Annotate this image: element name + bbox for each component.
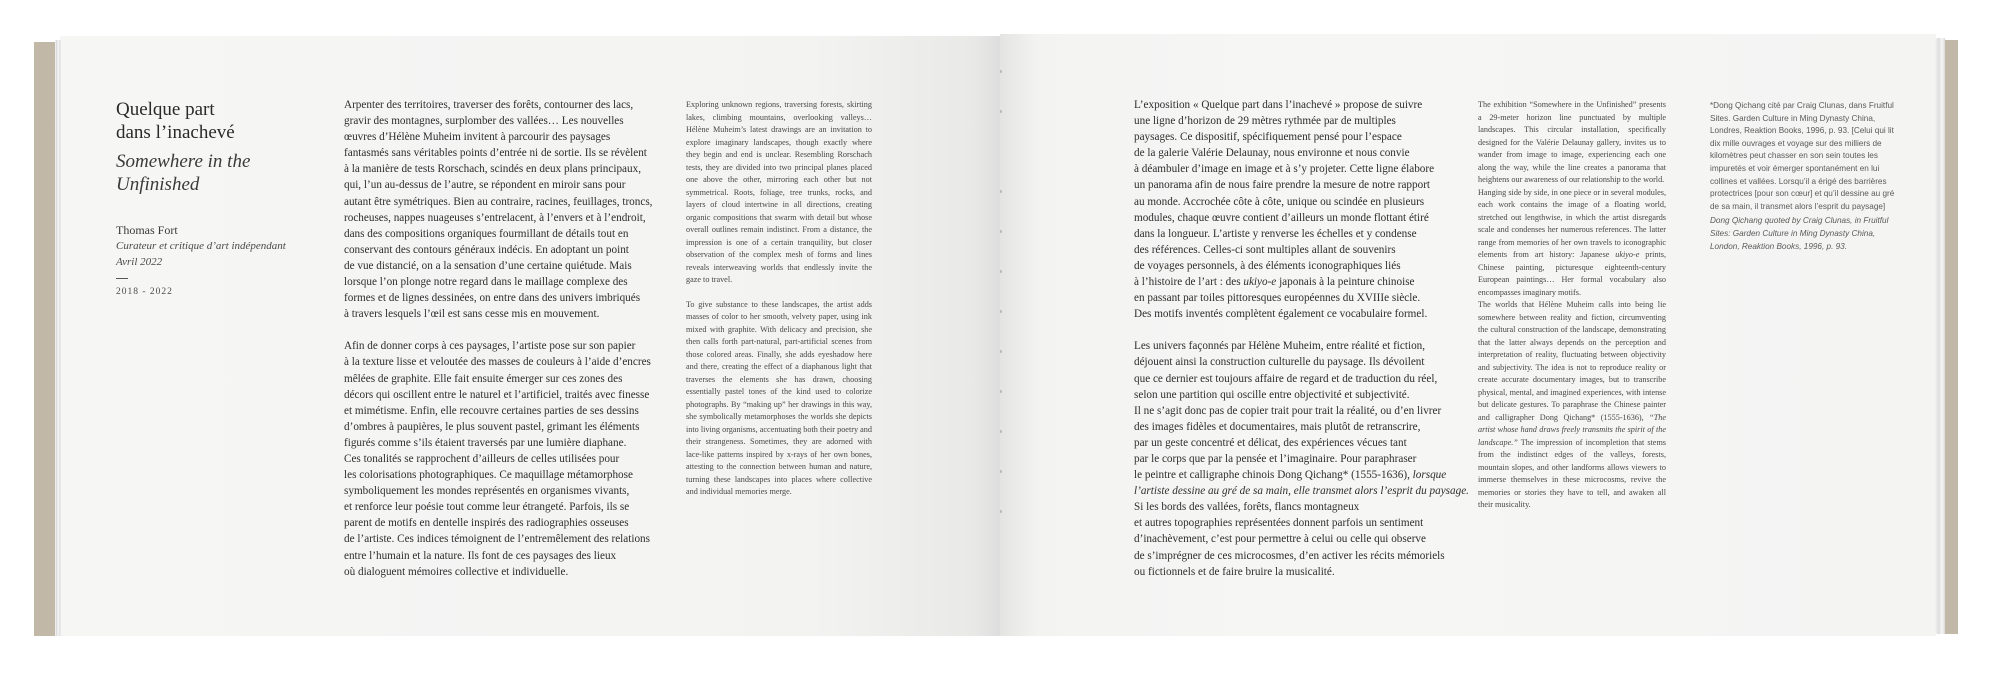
paragraph (1134, 338, 1474, 579)
footnote-french: *Dong Qichang cité par Craig Clunas, dans Fruitful Sites. Garden Culture in Ming Dynasty China, Londres, Reaktion Books, 1996, p. 93. [Celui qui lit dix mille ouvrages et voyage sur des milliers de kilomètres peut chasser en son sein toutes les impuretés et voir émerger spontanément en lui collines et vallées. Lorsqu’il a érigé des barrières protectrices [pour son cœur] et qu’il dessine au gré de sa main, il transmet alors l’esprit du paysage] (1710, 101, 1895, 211)
text-line: où dialoguent mémoires collective et individuelle. (344, 565, 569, 578)
text-line: par le corps que par la pensée et l’imaginaire. Pour paraphraser (1134, 452, 1417, 465)
binding-stitches (1000, 60, 1004, 620)
text-line: Si les bords des vallées, forêts, flancs montagneux (1134, 501, 1360, 514)
text-line: conservant des contours généraux indécis. En adoptant un point (344, 243, 629, 256)
left-french-column (344, 97, 674, 596)
text-line: de l’artiste. Ces indices témoignent de l’entremêlement des relations (344, 533, 651, 546)
right-english-column (1478, 99, 1666, 512)
text-line: à la texture lisse et veloutée des masses de couleurs à l’aide d’encres (344, 356, 651, 369)
separator-dash (116, 278, 128, 279)
text-line: qui, l’un au-dessus de l’autre, se répondent en miroir sans pour (344, 179, 626, 192)
paragraph: Hanging side by side, in one piece or in several modules, each work contains the image of a floating world, stretched out lengthwise, in which the artist disregards scale and condenses her numerous references. The latter range from memories of her own travels to iconographic elements from art history: Japanese ukiyo-e prints, Chinese painting, picturesque eighteenth-century European paintings… Her formal vocabulary also encompasses imaginary motifs. (1478, 187, 1666, 297)
text-line: Arpenter des territoires, traverser des forêts, contourner des lacs, (344, 99, 634, 111)
text-line: autant être symétriques. Bien au contraire, racines, feuillages, troncs, (344, 195, 653, 208)
text-line: gravir des montagnes, surplomber des vallées… Les nouvelles (344, 115, 624, 128)
text-line: à la manière de tests Rorschach, scindés en deux plans principaux, (344, 163, 641, 176)
text-line: et renforce leur poésie tout comme leur étrangeté. Parfois, ils se (344, 501, 630, 514)
text-line: paysages. Ce dispositif, spécifiquement pensé pour l’espace (1134, 131, 1402, 144)
text-line: d’inachèvement, c’est pour permettre à celui ou celle qui observe (1134, 533, 1426, 546)
text-line: par un geste concentré et délicat, des expériences vécues tant (1134, 436, 1407, 449)
author-block (116, 222, 346, 297)
text-line: décors qui oscillent entre le naturel et l’artificiel, traités avec finesse (344, 388, 650, 401)
left-english-column (686, 99, 872, 511)
text-line: l’artiste dessine au gré de sa main, elle transmet alors l’esprit du paysage. (1134, 485, 1469, 498)
text-line: parent de motifs en dentelle inspirés des radiographies osseuses (344, 517, 629, 530)
text-line: le peintre et calligraphe chinois Dong Qichang* (1555-1636), lorsque (1134, 469, 1447, 482)
text-line: au monde. Accrochée côte à côte, unique ou scindée en plusieurs (1134, 195, 1425, 208)
text-line: dans des compositions organiques fourmillant de détails tout en (344, 227, 629, 240)
paragraph: To give substance to these landscapes, the artist adds masses of color to her smooth, velvety paper, using ink mixed with graphite. With delicacy and precision, she then calls forth part-natural, part-artificial scenes from those colored areas. Finally, she adds eyeshadow here and there, creating the effect of a diaphanous light that traverses the elements she has drawn, choosing essentially pastel tones of the kind used to colorize photographs. By “making up” her drawings in this way, she symbolically metamorphoses the worlds she depicts into living organisms, accentuating both their poetry and their strangeness. Sometimes, they are adorned with lace-like patterns inspired by x-rays of her own bones, attesting to the connection between human and nature, turning these landscapes into places where collective and individual memories merge. (686, 299, 872, 496)
text-line: mêlées de graphite. Elle fait ensuite émerger sur ces zones des (344, 372, 623, 385)
page-stack-right (1935, 38, 1945, 634)
title-english: Somewhere in the Unfinished (116, 151, 251, 195)
text-line: dans la longueur. L’artiste y renverse les échelles et y condense (1134, 227, 1417, 240)
text-line: figurés comme s’ils étaient traversés par une lumière diaphane. (344, 436, 627, 449)
text-line: entre l’humain et la nature. Ils font de ces paysages des lieux (344, 549, 617, 562)
title-french: Quelque part dans l’inachevé (116, 99, 235, 143)
author-date: Avril 2022 (116, 256, 163, 268)
paragraph (344, 97, 674, 322)
paragraph: Exploring unknown regions, traversing forests, skirting lakes, climbing mountains, overlooking valleys… Hélène Muheim’s latest drawings are an invitation to explore imaginary landscapes, though exactly where they begin and end is unclear. Resembling Rorschach tests, they are divided into two principal planes placed one above the other, mirroring each other but not symmetrical. Roots, foliage, tree trunks, rocks, and layers of cloud intertwine in all directions, creating organic compositions that swarm with detail but whose overall outlines remain indistinct. From a distance, the impression is one of a certain tranquility, but closer observation of the complex mesh of forms and lines reveals interweaving worlds that endlessly invite the gaze to travel. (686, 100, 872, 284)
text-line: fantasmés sans véritables points d’entrée ni de sortie. Ils se révèlent (344, 147, 647, 160)
text-line: selon une partition qui oscille entre objectivité et subjectivité. (1134, 388, 1410, 401)
text-line: et mimétisme. Enfin, elle recouvre certaines parties de ses dessins (344, 404, 639, 417)
text-line: de la galerie Valérie Delaunay, nous environne et nous convie (1134, 147, 1410, 160)
text-line: Il ne s’agit donc pas de copier trait pour trait la réalité, ou d’en livrer (1134, 404, 1442, 417)
paragraph (344, 338, 674, 579)
text-line: des références. Celles-ci sont multiples allant de souvenirs (1134, 243, 1396, 256)
text-line: déjouent ainsi la construction culturelle du paysage. Ils dévoilent (1134, 356, 1425, 369)
text-line: œuvres d’Hélène Muheim invitent à parcourir des paysages (344, 131, 611, 144)
text-line: de vue distancié, on a la sensation d’une certaine quiétude. Mais (344, 259, 632, 272)
text-line: les colorisations photographiques. Ce maquillage métamorphose (344, 469, 633, 482)
paragraph (1134, 97, 1474, 322)
text-line: en passant par toiles pittoresques européennes du XVIIIe siècle. (1134, 292, 1421, 305)
text-line: d’ombres à paupières, le plus souvent pastel, grimant les éléments (344, 420, 640, 433)
year-range: 2018 - 2022 (116, 287, 173, 297)
book-cover-left-edge (34, 42, 56, 636)
paragraph: The exhibition “Somewhere in the Unfinished” presents a 29-meter horizon line punctuated by multiple landscapes. This circular installation, specifically designed for the Valérie Delaunay gallery, invites us to wander from image to image, experiencing each one along the way, while the line creates a panorama that heightens our awareness of our relationship to the world. (1478, 100, 1666, 184)
text-line: symboliquement les mondes représentés en organismes vivants, (344, 485, 630, 498)
text-line: Ces tonalités se rapprochent d’ailleurs de celles utilisées pour (344, 452, 620, 465)
text-line: un panorama afin de nous faire prendre la mesure de notre rapport (1134, 179, 1431, 192)
text-line: modules, chaque œuvre contient d’ailleurs un monde flottant étiré (1134, 211, 1429, 224)
title-block (116, 98, 346, 196)
text-line: lorsque l’on plonge notre regard dans le maillage complexe des (344, 276, 628, 289)
footnote-english: Dong Qichang quoted by Craig Clunas, in Fruitful Sites: Garden Culture in Ming Dynasty China, London, Reaktion Books, 1996, p. 93. (1710, 216, 1889, 251)
text-line: de s’imprégner de ces microcosmes, d’en activer les récits mémoriels (1134, 549, 1445, 562)
footnote (1710, 100, 1905, 255)
text-line: L’exposition « Quelque part dans l’inachevé » propose de suivre (1134, 99, 1423, 111)
text-line: de voyages personnels, à des éléments iconographiques liés (1134, 259, 1401, 272)
text-line: à l’histoire de l’art : des ukiyo-e japonais à la peinture chinoise (1134, 276, 1415, 289)
page-stack-left (55, 40, 61, 636)
author-role: Curateur et critique d’art indépendant (116, 240, 286, 252)
text-line: Des motifs inventés complètent également ce vocabulaire formel. (1134, 308, 1428, 321)
author-name: Thomas Fort (116, 223, 178, 237)
text-line: ou fictionnels et de faire bruire la musicalité. (1134, 565, 1335, 578)
text-line: Les univers façonnés par Hélène Muheim, entre réalité et fiction, (1134, 340, 1426, 353)
text-line: à déambuler d’image en image et à s’y projeter. Cette ligne élabore (1134, 163, 1435, 176)
text-line: une ligne d’horizon de 29 mètres rythmée par de multiples (1134, 115, 1396, 128)
text-line: Afin de donner corps à ces paysages, l’artiste pose sur son papier (344, 340, 636, 353)
book-cover-right-edge (1944, 40, 1958, 634)
text-line: que ce dernier est toujours affaire de regard et de traduction du réel, (1134, 372, 1438, 385)
text-line: des images fidèles et documentaires, mais plutôt de retranscrire, (1134, 420, 1421, 433)
text-line: formes et de lignes dessinées, on entre dans des univers imbriqués (344, 292, 641, 305)
text-line: et autres topographies représentées donnent parfois un sentiment (1134, 517, 1424, 530)
paragraph: The worlds that Hélène Muheim calls into being lie somewhere between reality and fiction, circumventing the cultural construction of the landscape, demonstrating that the latter always depends on the perception and interpretation of reality, fluctuating between objectivity and subjectivity. The idea is not to reproduce reality or create accurate documentary images, but to transcribe physical, mental, and imagined experiences, with intense but delicate gestures. To paraphrase the Chinese painter and calligrapher Dong Qichang* (1555-1636), “The artist whose hand draws freely transmits the spirit of the landscape.” The impression of incompletion that stems from the indistinct edges of the valleys, forests, mountain slopes, and other landforms allows viewers to immerse themselves in these microcosms, revive the memories or stories they have to tell, and awaken all their musicality. (1478, 300, 1666, 509)
right-french-column (1134, 97, 1474, 596)
text-line: rocheuses, nappes nuageuses s’entrelacent, à l’envers et à l’endroit, (344, 211, 646, 224)
text-line: à travers lesquels l’œil est sans cesse mis en mouvement. (344, 308, 600, 321)
